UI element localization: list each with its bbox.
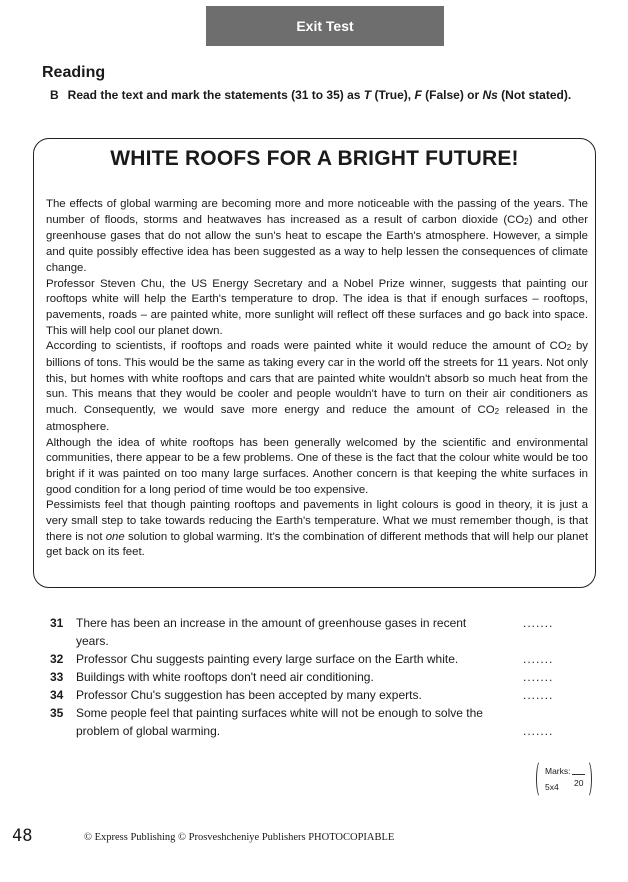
p3-subscript-1: 2 [566,343,572,353]
instruction-text-2: (True), [371,88,415,102]
article-title: WHITE ROOFS FOR A BRIGHT FUTURE! [110,147,519,170]
statement-32 [50,650,560,668]
statement-text: Professor Chu's suggestion has been accepted by many experts. [76,688,422,702]
statement-text: There has been an increase in the amount of greenhouse gases in recent years. [76,616,467,648]
p3-text-a: According to scientists, if rooftops and roads were painted white it would reduce the amount of CO [46,340,567,353]
instruction [50,88,571,102]
answer-blank[interactable]: ....... [523,724,554,738]
statement-34 [50,686,560,704]
p5-text-a: Pessimists feel that though painting rooftops and pavements in light colours is good in theory, it is just a very small step to take towards reducing the Earth's temperature. What we must remember though, is that there is not [46,499,588,543]
statement-33 [50,668,560,686]
p3-text-c: released in the atmosphere. [46,404,588,433]
marks-label: Marks: [545,766,571,776]
answer-blank[interactable]: ....... [523,688,554,702]
article-paragraph-4: Although the idea of white rooftops has been generally welcomed by the scientific and environmental communities, there appear to be a few problems. One of these is the fact that the colour white would be too bright if it was painted on too many large surfaces. Another concern is that keeping the white surfaces in good condition for a long period of time would be too expensive. [46,436,588,496]
exit-test-header [206,6,444,46]
article-paragraph-3 [46,339,588,435]
marks-box [536,762,592,798]
instruction-not-stated-code: Ns [482,88,498,102]
statement-number: 35 [50,706,64,720]
section-title: Reading [42,64,106,81]
header-title: Exit Test [296,18,354,34]
marks-right-paren [583,760,592,798]
instruction-text-3: (False) or [421,88,483,102]
marks-left-paren [536,760,545,798]
statement-31 [50,614,560,650]
answer-blank[interactable]: ....... [523,616,554,630]
instruction-text-1: Read the text and mark the statements (31 to 35) as [67,88,364,102]
page-number: 48 [12,826,33,846]
article-paragraph-5 [46,498,588,561]
p3-text-b: by billions of tons. This would be the same as taking every car in the world off the streets for 11 years. Not only this, but homes with white rooftops and cars that are painted white wouldn't absorb so much heat from the sun. This means that they would be cooler and people wouldn't have to turn on their air conditioners as much. Consequently, we would save more energy and reduce the amount of CO [46,340,588,417]
instruction-false-code: F [414,88,422,102]
marks-score-line[interactable] [572,774,585,775]
statement-number: 32 [50,652,64,666]
statement-text: Some people feel that painting surfaces white will not be enough to solve the problem of global warming. [76,706,483,738]
statement-number: 34 [50,688,64,702]
statements-list [50,614,560,740]
instruction-true-code: T [363,88,372,102]
p1-text-b: ) and other greenhouse gases that do not allow the sun's heat to escape the Earth's atmosphere. However, a simple and quite possibly effective idea has been suggested as a way to help lessen the consequences of climate change. [46,213,588,274]
statement-number: 31 [50,616,64,630]
p1-subscript: 2 [524,216,529,226]
statement-number: 33 [50,670,64,684]
statement-text: Buildings with white rooftops don't need air conditioning. [76,670,374,684]
article-body [46,197,588,561]
copyright-notice: © Express Publishing © Prosveshcheniye Publishers PHOTOCOPIABLE [84,832,395,843]
answer-blank[interactable]: ....... [523,670,554,684]
answer-blank[interactable]: ....... [523,652,554,666]
p1-text-a: The effects of global warming are becoming more and more noticeable with the passing of the years. The number of floods, storms and heatwaves has increased as a result of carbon dioxide (CO [46,198,588,226]
instruction-letter: B [50,88,59,102]
p5-text-b: solution to global warming. It's the combination of different methods that will help our planet get back on its feet. [46,530,588,559]
statement-text: Professor Chu suggests painting every large surface on the Earth white. [76,652,459,666]
marks-formula: 5x4 [545,782,559,792]
statement-35 [50,704,560,740]
instruction-text-4: (Not stated). [497,88,572,102]
p3-subscript-2: 2 [494,407,500,417]
marks-total: 20 [574,778,584,788]
article-paragraph-1 [46,197,588,277]
article-paragraph-2: Professor Steven Chu, the US Energy Secretary and a Nobel Prize winner, suggests that painting our rooftops white will help the Earth's temperature to drop. The idea is that if enough surfaces – rooftops, pavements, roads – are painted white, more sunlight will reflect off these surfaces and go back into space. This will help cool our planet down. [46,277,588,337]
p5-emphasis: one [105,530,125,543]
